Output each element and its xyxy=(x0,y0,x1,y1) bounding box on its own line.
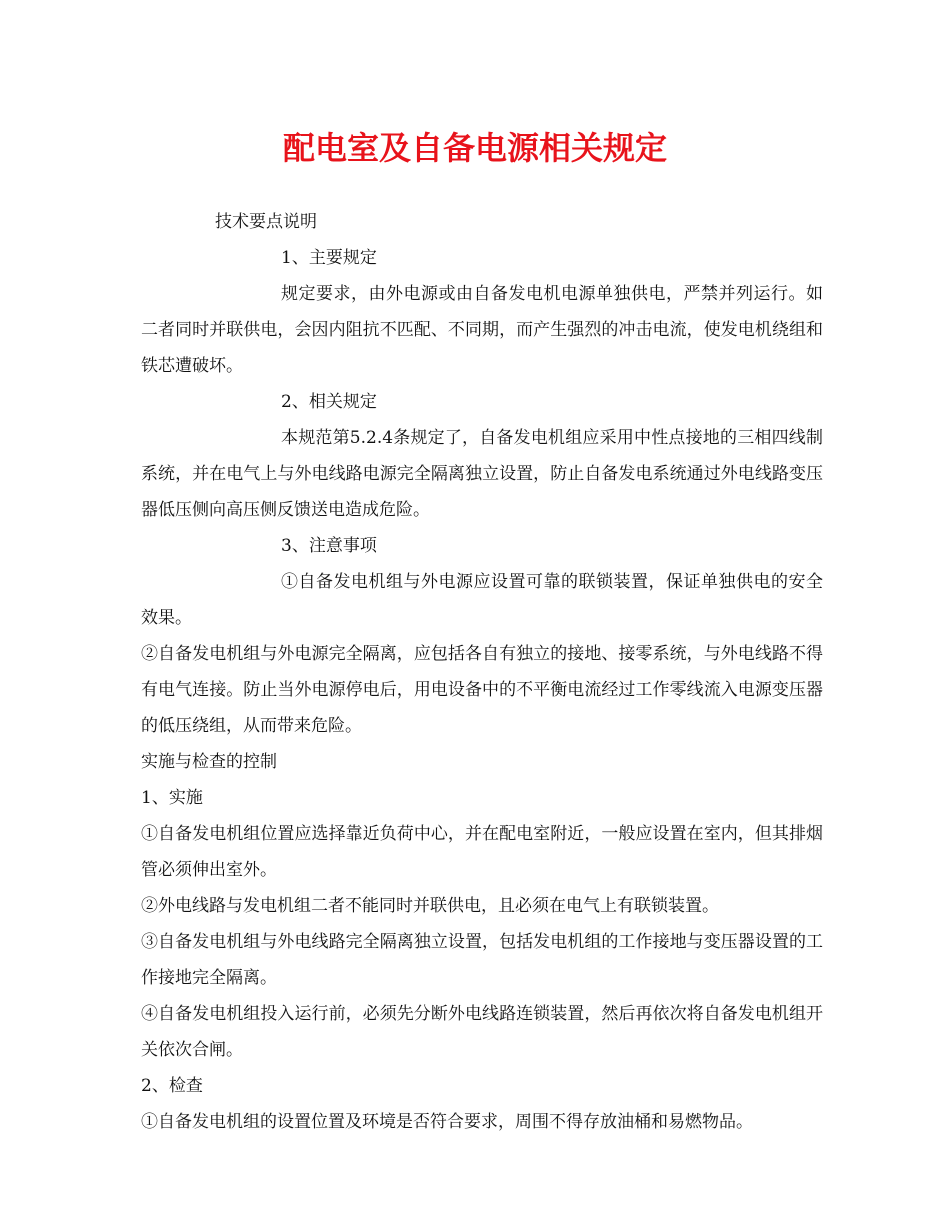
list-item-notes-1: ①自备发电机组与外电源应设置可靠的联锁装置，保证单独供电的安全效果。 xyxy=(141,572,823,628)
paragraph-related-rules: 本规范第5.2.4条规定了，自备发电机组应采用中性点接地的三相四线制系统，并在电气上与外电线路电源完全隔离独立设置，防止自备发电系统通过外电线路变压器低压侧向高压侧反馈送电造成危险。 xyxy=(141,428,823,520)
subsection-heading-implementation: 1、实施 xyxy=(141,788,203,808)
paragraph-main-rules: 规定要求，由外电源或由自备发电机电源单独供电，严禁并列运行。如二者同时并联供电，会因内阻抗不匹配、不同期，而产生强烈的冲击电流，使发电机绕组和铁芯遭破坏。 xyxy=(141,284,823,376)
list-item-inspection-1: ①自备发电机组的设置位置及环境是否符合要求，周围不得存放油桶和易燃物品。 xyxy=(141,1112,753,1132)
list-item-implementation-3: ③自备发电机组与外电线路完全隔离独立设置，包括发电机组的工作接地与变压器设置的工作接地完全隔离。 xyxy=(141,932,823,988)
section-heading-implementation-control: 实施与检查的控制 xyxy=(141,752,277,772)
list-item-implementation-4: ④自备发电机组投入运行前，必须先分断外电线路连锁装置，然后再依次将自备发电机组开关依次合闸。 xyxy=(141,1004,823,1060)
document-title: 配电室及自备电源相关规定 xyxy=(282,129,667,167)
list-item-notes-2: ②自备发电机组与外电源完全隔离，应包括各自有独立的接地、接零系统，与外电线路不得有电气连接。防止当外电源停电后，用电设备中的不平衡电流经过工作零线流入电源变压器的低压绕组，从而带来危险。 xyxy=(141,644,823,736)
subsection-heading-related-rules: 2、相关规定 xyxy=(281,392,377,412)
document-body xyxy=(141,204,823,1140)
subsection-heading-inspection: 2、检查 xyxy=(141,1076,203,1096)
subsection-heading-notes: 3、注意事项 xyxy=(281,536,377,556)
list-item-implementation-2: ②外电线路与发电机组二者不能同时并联供电，且必须在电气上有联锁装置。 xyxy=(141,896,719,916)
section-heading-tech-points: 技术要点说明 xyxy=(215,212,317,232)
subsection-heading-main-rules: 1、主要规定 xyxy=(281,248,377,268)
list-item-implementation-1: ①自备发电机组位置应选择靠近负荷中心，并在配电室附近，一般应设置在室内，但其排烟管必须伸出室外。 xyxy=(141,824,823,880)
